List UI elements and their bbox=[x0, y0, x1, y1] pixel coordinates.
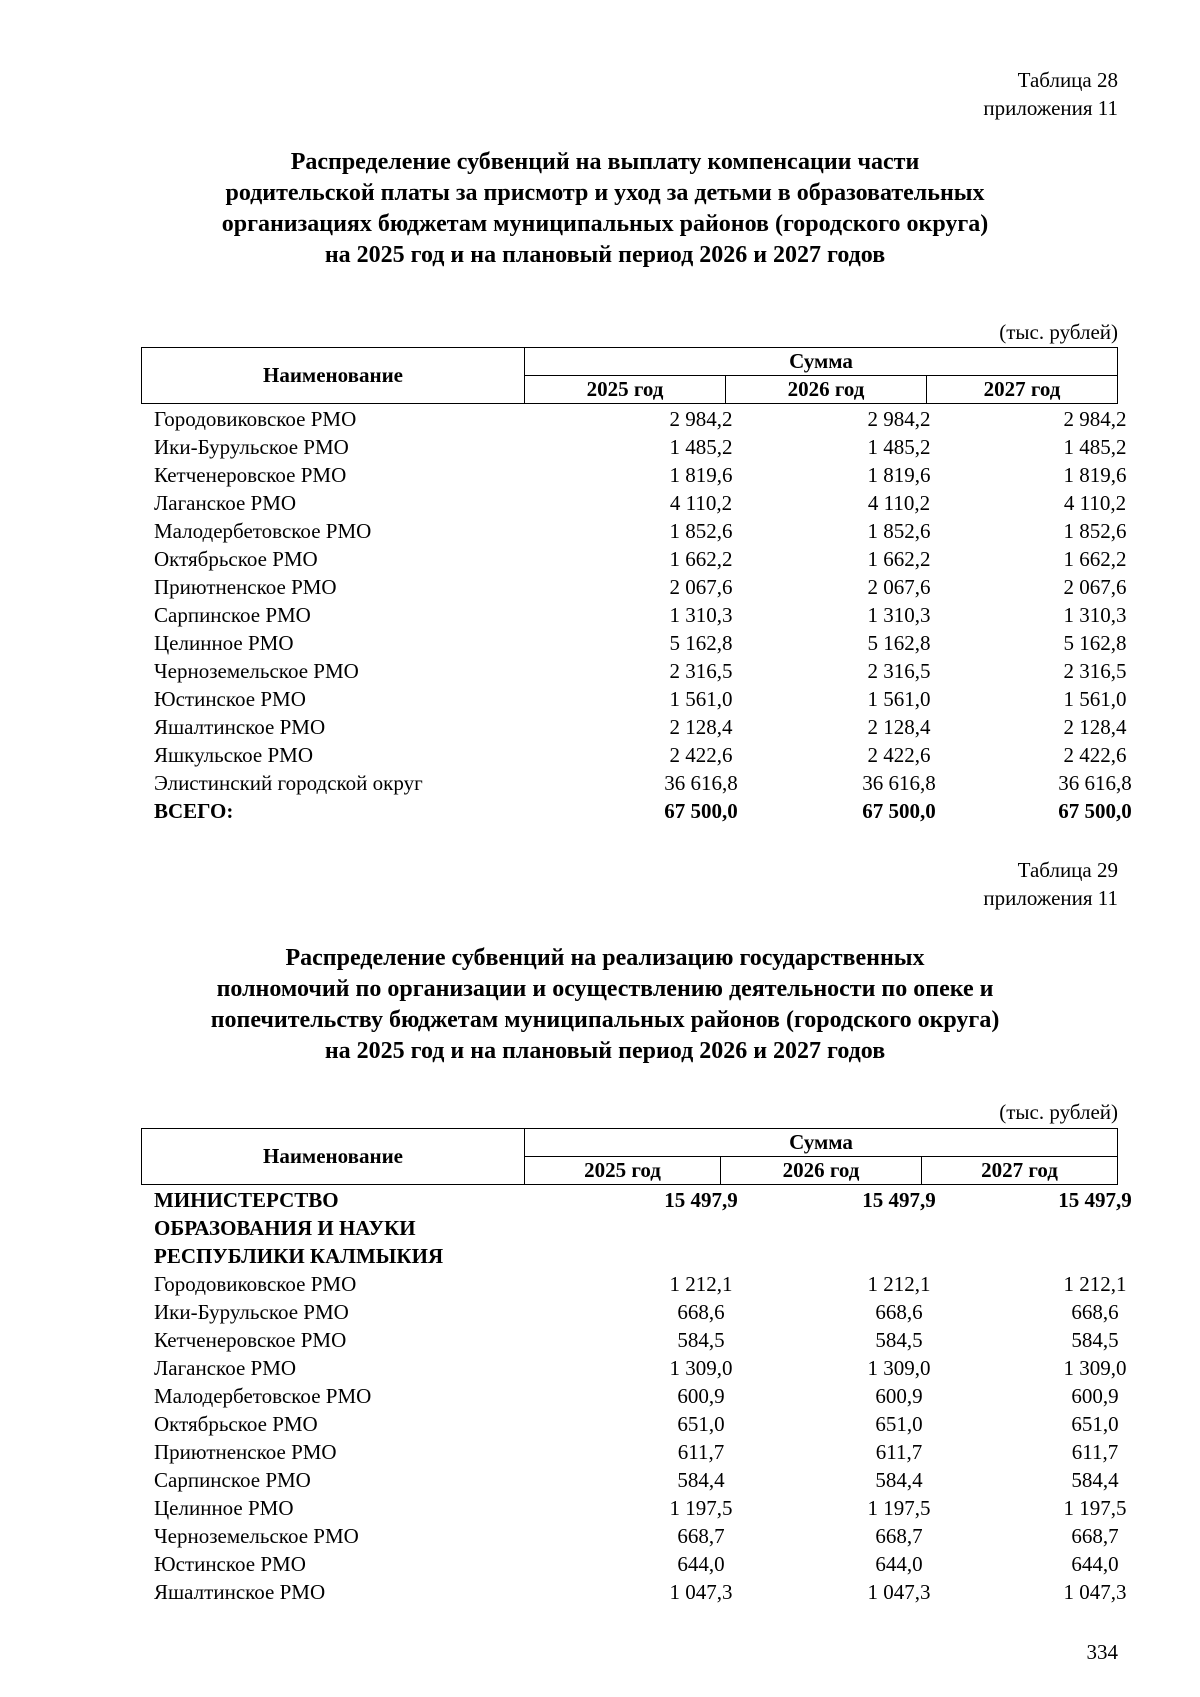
table-number: Таблица 28 bbox=[1017, 68, 1118, 92]
ministry-name bbox=[154, 1186, 443, 1270]
title-line: организациях бюджетам муниципальных районов (городского округа) bbox=[221, 211, 989, 237]
value-2025: 611,7 bbox=[677, 1440, 725, 1464]
value-2026: 2 128,4 bbox=[867, 715, 931, 739]
ministry-name-line: ОБРАЗОВАНИЯ И НАУКИ bbox=[154, 1216, 416, 1240]
value-2025: 2 984,2 bbox=[669, 407, 733, 431]
value-2027: 2 316,5 bbox=[1063, 659, 1127, 683]
value-2025: 4 110,2 bbox=[669, 491, 733, 515]
value-2027: 1 561,0 bbox=[1063, 687, 1127, 711]
value-2027: 36 616,8 bbox=[1058, 771, 1132, 795]
row-name: Октябрьское РМО bbox=[154, 1412, 318, 1436]
value-2025: 1 662,2 bbox=[669, 547, 733, 571]
row-name: Яшалтинское РМО bbox=[154, 715, 326, 739]
table-row bbox=[141, 517, 1127, 545]
value-2026: 2 316,5 bbox=[867, 659, 931, 683]
value-2026: 2 984,2 bbox=[867, 407, 931, 431]
value-2027: 1 662,2 bbox=[1063, 547, 1127, 571]
row-name: Октябрьское РМО bbox=[154, 547, 318, 571]
column-header-2025: 2025 год bbox=[525, 1157, 721, 1185]
title-line: полномочий по организации и осуществлению деятельности по опеке и bbox=[216, 976, 994, 1002]
value-2025: 1 309,0 bbox=[669, 1356, 733, 1380]
value-2025: 1 819,6 bbox=[669, 463, 733, 487]
table-28-body bbox=[141, 405, 1132, 825]
value-2027: 668,7 bbox=[1071, 1524, 1119, 1548]
value-2027: 1 485,2 bbox=[1063, 435, 1127, 459]
value-2027: 1 819,6 bbox=[1063, 463, 1127, 487]
table-28-title bbox=[130, 147, 1080, 271]
value-2026: 584,5 bbox=[875, 1328, 923, 1352]
value-2025: 1 485,2 bbox=[669, 435, 733, 459]
row-name: Приютненское РМО bbox=[154, 1440, 337, 1464]
value-2025: 668,6 bbox=[677, 1300, 725, 1324]
row-name: Сарпинское РМО bbox=[154, 603, 311, 627]
table-number: Таблица 29 bbox=[1017, 858, 1118, 882]
value-2025: 651,0 bbox=[677, 1412, 725, 1436]
row-name: Кетченеровское РМО bbox=[154, 1328, 347, 1352]
ministry-name-line: РЕСПУБЛИКИ КАЛМЫКИЯ bbox=[154, 1244, 444, 1268]
value-2025: 668,7 bbox=[677, 1524, 725, 1548]
value-2025: 5 162,8 bbox=[669, 631, 733, 655]
table-row bbox=[141, 1270, 1127, 1298]
table-row bbox=[141, 1494, 1127, 1522]
value-2025: 2 316,5 bbox=[669, 659, 733, 683]
row-name: Юстинское РМО bbox=[154, 687, 306, 711]
column-header-sum: Сумма bbox=[525, 348, 1118, 376]
value-2025: 15 497,9 bbox=[664, 1188, 738, 1212]
table-29-title bbox=[130, 943, 1080, 1067]
table-row bbox=[141, 489, 1127, 517]
value-2027: 651,0 bbox=[1071, 1412, 1119, 1436]
row-name: Сарпинское РМО bbox=[154, 1468, 311, 1492]
row-name: Кетченеровское РМО bbox=[154, 463, 347, 487]
value-2027: 2 128,4 bbox=[1063, 715, 1127, 739]
ministry-name-line: МИНИСТЕРСТВО bbox=[154, 1188, 339, 1212]
title-line: Распределение субвенций на выплату компенсации части bbox=[290, 149, 920, 175]
table-row bbox=[141, 741, 1127, 769]
table-row bbox=[141, 1550, 1118, 1578]
value-2025: 600,9 bbox=[677, 1384, 725, 1408]
value-2026: 1 197,5 bbox=[867, 1496, 931, 1520]
table-row bbox=[141, 629, 1127, 657]
total-2027: 67 500,0 bbox=[1058, 799, 1132, 823]
row-name: Ики-Бурульское РМО bbox=[154, 1300, 349, 1324]
value-2025: 584,5 bbox=[677, 1328, 725, 1352]
value-2026: 4 110,2 bbox=[867, 491, 931, 515]
value-2027: 600,9 bbox=[1071, 1384, 1119, 1408]
value-2027: 1 309,0 bbox=[1063, 1356, 1127, 1380]
total-label: ВСЕГО: bbox=[154, 799, 234, 823]
value-2026: 1 310,3 bbox=[867, 603, 931, 627]
value-2027: 2 422,6 bbox=[1063, 743, 1127, 767]
value-2026: 668,6 bbox=[875, 1300, 923, 1324]
value-2026: 2 067,6 bbox=[867, 575, 931, 599]
value-2025: 1 310,3 bbox=[669, 603, 733, 627]
table-29-reference bbox=[983, 856, 1118, 912]
row-name: Яшалтинское РМО bbox=[154, 1580, 326, 1604]
row-name: Малодербетовское РМО bbox=[154, 1384, 372, 1408]
value-2027: 644,0 bbox=[1071, 1552, 1119, 1576]
table-row bbox=[141, 1410, 1118, 1438]
row-name: Яшкульское РМО bbox=[154, 743, 314, 767]
table-row bbox=[141, 657, 1127, 685]
row-name: Черноземельское РМО bbox=[154, 1524, 359, 1548]
value-2026: 1 561,0 bbox=[867, 687, 931, 711]
value-2026: 2 422,6 bbox=[867, 743, 931, 767]
value-2026: 584,4 bbox=[875, 1468, 923, 1492]
value-2025: 2 067,6 bbox=[669, 575, 733, 599]
value-2026: 5 162,8 bbox=[867, 631, 931, 655]
table-row bbox=[141, 1578, 1127, 1606]
value-2027: 5 162,8 bbox=[1063, 631, 1127, 655]
table-row bbox=[141, 545, 1127, 573]
value-2026: 611,7 bbox=[875, 1440, 923, 1464]
column-header-name: Наименование bbox=[142, 1129, 525, 1185]
value-2026: 1 852,6 bbox=[867, 519, 931, 543]
value-2027: 611,7 bbox=[1071, 1440, 1119, 1464]
table-row bbox=[141, 769, 1132, 797]
value-2027: 1 047,3 bbox=[1063, 1580, 1127, 1604]
row-name: Юстинское РМО bbox=[154, 1552, 306, 1576]
value-2025: 584,4 bbox=[677, 1468, 725, 1492]
value-2026: 1 485,2 bbox=[867, 435, 931, 459]
table-29-body bbox=[141, 1186, 1132, 1606]
row-name: Лаганское РМО bbox=[154, 1356, 297, 1380]
table-row bbox=[141, 1466, 1118, 1494]
title-line: родительской платы за присмотр и уход за детьми в образовательных bbox=[225, 180, 985, 206]
column-header-2027: 2027 год bbox=[922, 1157, 1118, 1185]
value-2025: 1 047,3 bbox=[669, 1580, 733, 1604]
row-name: Элистинский городской округ bbox=[154, 771, 423, 795]
value-2026: 1 212,1 bbox=[867, 1272, 931, 1296]
row-name: Целинное РМО bbox=[154, 1496, 294, 1520]
table-row bbox=[141, 461, 1127, 489]
value-2027: 15 497,9 bbox=[1058, 1188, 1132, 1212]
table-row bbox=[141, 1326, 1118, 1354]
column-header-sum: Сумма bbox=[525, 1129, 1118, 1157]
total-2026: 67 500,0 bbox=[862, 799, 936, 823]
total-row bbox=[141, 797, 1132, 825]
value-2026: 1 309,0 bbox=[867, 1356, 931, 1380]
value-2027: 1 212,1 bbox=[1063, 1272, 1127, 1296]
value-2025: 644,0 bbox=[677, 1552, 725, 1576]
value-2026: 36 616,8 bbox=[862, 771, 936, 795]
appendix-number: приложения 11 bbox=[983, 96, 1118, 120]
ministry-row bbox=[141, 1186, 1132, 1270]
value-2025: 1 852,6 bbox=[669, 519, 733, 543]
value-2026: 600,9 bbox=[875, 1384, 923, 1408]
page-number: 334 bbox=[1086, 1640, 1118, 1664]
row-name: Городовиковское РМО bbox=[154, 1272, 357, 1296]
column-header-2026: 2026 год bbox=[726, 376, 927, 404]
value-2025: 2 128,4 bbox=[669, 715, 733, 739]
value-2027: 584,5 bbox=[1071, 1328, 1119, 1352]
table-row bbox=[141, 1298, 1118, 1326]
table-row bbox=[141, 685, 1127, 713]
title-line: попечительству бюджетам муниципальных районов (городского округа) bbox=[210, 1007, 1000, 1033]
table-28-header bbox=[141, 347, 1118, 404]
table-row bbox=[141, 1382, 1118, 1410]
row-name: Приютненское РМО bbox=[154, 575, 337, 599]
column-header-2025: 2025 год bbox=[525, 376, 726, 404]
value-2025: 1 561,0 bbox=[669, 687, 733, 711]
title-line: на 2025 год и на плановый период 2026 и 2027 годов bbox=[324, 242, 886, 268]
title-line: на 2025 год и на плановый период 2026 и 2027 годов bbox=[324, 1038, 886, 1064]
value-2025: 36 616,8 bbox=[664, 771, 738, 795]
value-2025: 2 422,6 bbox=[669, 743, 733, 767]
value-2026: 1 819,6 bbox=[867, 463, 931, 487]
row-name: Лаганское РМО bbox=[154, 491, 297, 515]
value-2027: 2 067,6 bbox=[1063, 575, 1127, 599]
row-name: Черноземельское РМО bbox=[154, 659, 359, 683]
table-29-header bbox=[141, 1128, 1118, 1185]
appendix-number: приложения 11 bbox=[983, 886, 1118, 910]
value-2026: 644,0 bbox=[875, 1552, 923, 1576]
table-row bbox=[141, 713, 1127, 741]
row-name: Целинное РМО bbox=[154, 631, 294, 655]
units-label: (тыс. рублей) bbox=[999, 320, 1118, 344]
column-header-2026: 2026 год bbox=[721, 1157, 922, 1185]
table-row bbox=[141, 433, 1127, 461]
value-2026: 651,0 bbox=[875, 1412, 923, 1436]
value-2026: 15 497,9 bbox=[862, 1188, 936, 1212]
value-2027: 2 984,2 bbox=[1063, 407, 1127, 431]
table-28-reference bbox=[983, 66, 1118, 122]
table-row bbox=[141, 601, 1127, 629]
units-label: (тыс. рублей) bbox=[999, 1100, 1118, 1124]
title-line: Распределение субвенций на реализацию государственных bbox=[285, 945, 925, 971]
value-2027: 1 852,6 bbox=[1063, 519, 1127, 543]
row-name: Малодербетовское РМО bbox=[154, 519, 372, 543]
table-row bbox=[141, 573, 1127, 601]
value-2027: 1 310,3 bbox=[1063, 603, 1127, 627]
value-2027: 668,6 bbox=[1071, 1300, 1119, 1324]
table-row bbox=[141, 405, 1127, 433]
value-2027: 584,4 bbox=[1071, 1468, 1119, 1492]
value-2026: 668,7 bbox=[875, 1524, 923, 1548]
value-2026: 1 047,3 bbox=[867, 1580, 931, 1604]
value-2026: 1 662,2 bbox=[867, 547, 931, 571]
value-2025: 1 212,1 bbox=[669, 1272, 733, 1296]
table-row bbox=[141, 1354, 1127, 1382]
column-header-name: Наименование bbox=[142, 348, 525, 404]
value-2027: 4 110,2 bbox=[1063, 491, 1127, 515]
row-name: Городовиковское РМО bbox=[154, 407, 357, 431]
table-row bbox=[141, 1438, 1118, 1466]
row-name: Ики-Бурульское РМО bbox=[154, 435, 349, 459]
value-2025: 1 197,5 bbox=[669, 1496, 733, 1520]
table-row bbox=[141, 1522, 1118, 1550]
value-2027: 1 197,5 bbox=[1063, 1496, 1127, 1520]
column-header-2027: 2027 год bbox=[927, 376, 1118, 404]
total-2025: 67 500,0 bbox=[664, 799, 738, 823]
